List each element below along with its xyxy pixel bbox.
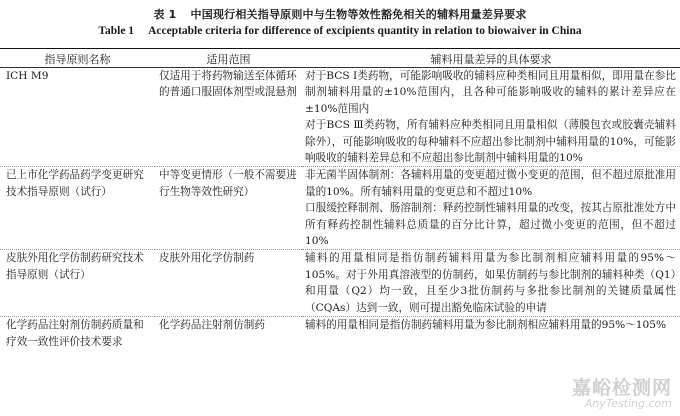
table-row: [0, 317, 680, 350]
table-row: [0, 250, 680, 317]
excipient-criteria-table: [0, 50, 680, 350]
table-header-row: [0, 50, 680, 68]
table-row: [0, 167, 680, 250]
watermark: [571, 376, 672, 411]
table-caption-cn: [0, 6, 680, 22]
caption-en-label: Table 1: [98, 25, 135, 37]
guideline-name-cell: ICH M9: [6, 70, 49, 82]
requirement-text: 辅料的用量相同是指仿制药辅料用量为参比制剂相应辅料用量的95%～105%。对于外用真溶液型的仿制药，如果仿制药与参比制剂的辅料种类（Q1）和用量（Q2）均一致，且至少3批仿制药与多批参比制剂的关键质量属性（CQAs）达到一致，则可提出豁免临床试验的申请: [305, 252, 676, 314]
table-caption-en: [0, 25, 680, 37]
requirements-cell: [302, 68, 680, 167]
guideline-name-cell: 已上市化学药品药学变更研究技术指导原则（试行）: [0, 167, 155, 250]
header-guideline-name: 指导原则名称: [0, 50, 155, 68]
requirement-text: 对于BCS Ⅰ类药物，可能影响吸收的辅料应种类相同且用量相似，即用量在参比制剂辅料用量的±10%范围内，且各种可能影响吸收的辅料的累计差异应在±10%范围内: [305, 70, 676, 115]
requirement-text: 口服缓控释制剂、肠溶制剂：释药控制性辅料用量的改变，按其占原批准处方中所有释药控制性辅料总质量的百分比计算，超过微小变更的范围，但不超过10%: [305, 202, 676, 248]
watermark-en: AnyTesting.com: [584, 397, 672, 411]
requirements-cell: [302, 317, 680, 350]
header-scope: 适用范围: [155, 50, 302, 68]
caption-cn-text: 中国现行相关指导原则中与生物等效性豁免相关的辅料用量差异要求: [190, 8, 527, 21]
guideline-name-cell: 化学药品注射剂仿制药质量和疗效一致性评价技术要求: [0, 317, 155, 350]
requirements-cell: [302, 250, 680, 317]
scope-cell: 化学药品注射剂仿制药: [155, 317, 302, 350]
scope-cell: 中等变更情形（一般不需要进行生物等效性研究）: [155, 167, 302, 250]
table-top-rule: [0, 48, 680, 49]
watermark-cn: 嘉峪检测网: [571, 376, 672, 399]
requirement-text: 对于BCS Ⅲ类药物，所有辅料应种类相同且用量相似（薄膜包衣或胶囊壳辅料除外），可能影响吸收的每种辅料不应超出参比制剂中辅料用量的10%，可能影响吸收的辅料差异总和不应超出参比制剂中辅料用量的10%: [305, 119, 676, 165]
scope-cell: 皮肤外用化学仿制药: [155, 250, 302, 317]
requirement-text: 非无菌半固体制剂：各辅料用量的变更超过微小变更的范围，但不超过原批准用量的10%。所有辅料用量的变更总和不超过10%: [305, 169, 676, 198]
table-row: [0, 68, 680, 167]
guideline-name-cell: 皮肤外用化学仿制药研究技术指导原则（试行）: [0, 250, 155, 317]
requirements-cell: [302, 167, 680, 250]
caption-en-text: Acceptable criteria for difference of excipients quantity in relation to biowaiver in China: [148, 25, 582, 37]
header-requirements: 辅料用量差异的具体要求: [302, 50, 680, 68]
requirement-text: 辅料的用量相同是指仿制药辅料用量为参比制剂相应辅料用量的95%～105%: [305, 319, 667, 332]
caption-cn-label: 表 1: [153, 8, 177, 21]
scope-cell: 仅适用于将药物输送至体循环的普通口服固体剂型或混悬剂: [159, 70, 297, 99]
